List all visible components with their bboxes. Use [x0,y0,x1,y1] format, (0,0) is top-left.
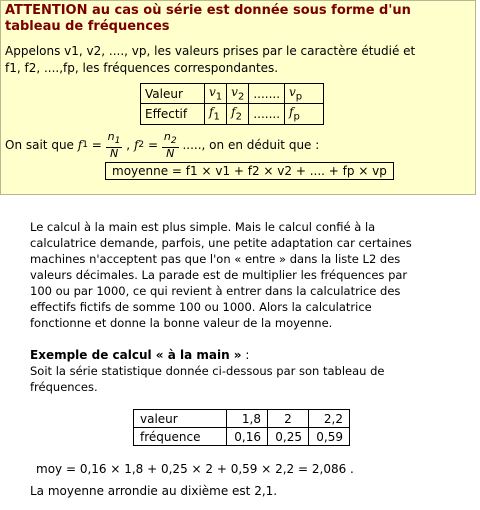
table-header-cell: 1,8 [227,410,268,428]
paragraph-line: fonctionne et donne la bonne valeur de la moyenne. [30,316,333,330]
table-cell: $v_2$ [227,84,249,104]
table-cell: fréquence [134,428,227,446]
table-cell: ....... [249,104,285,124]
table-cell: Effectif [141,104,205,124]
intro-line1: Appelons v1, v2, ...., vp, les valeurs prises par le caractère étudié et [5,44,416,58]
exemple-heading: Exemple de calcul « à la main » : [30,348,250,362]
box-title-line2: tableau de fréquences [5,19,170,34]
moyenne-formula: moyenne = f1 × v1 + f2 × v2 + .... + fp × vp [105,162,394,180]
table-cell: ....... [249,84,285,104]
fraction-n2-over-N: $\frac{n_2}{N}$ [163,130,177,161]
table-cell: Valeur [141,84,205,104]
table-row [141,104,324,124]
box-title-line1: ATTENTION au cas où série est donnée sous forme d'un [5,3,411,18]
table-header-cell: 2 [268,410,309,428]
table-header-cell: valeur [134,410,227,428]
intro-line2: f1, f2, ....,fp, les fréquences correspondantes. [5,61,279,75]
fraction-n1-over-N: $\frac{n_1}{N}$ [107,130,121,161]
paragraph-line: valeurs décimales. La parade est de multiplier les fréquences par [30,268,408,282]
paragraph-line: Le calcul à la main est plus simple. Mais le calcul confié à la [30,220,376,234]
paragraph-line: effectifs fictifs de somme 100 ou 1000. Alors la calculatrice [30,300,372,314]
table-header-cell: 2,2 [309,410,350,428]
exemple-line2: fréquences. [30,380,98,394]
table-row [134,428,350,446]
table-cell: 0,59 [309,428,350,446]
paragraph-line: calculatrice demande, parfois, une petite adaptation car certaines [30,236,412,250]
table-cell: $f_1$ [205,104,227,124]
conclusion: La moyenne arrondie au dixième est 2,1. [30,484,278,498]
table-row [141,84,324,104]
table-cell: $v_p$ [285,84,324,104]
table-cell: $f_p$ [285,104,324,124]
paragraph-line: machines n'acceptent pas que l'on « entre » dans la liste L2 des [30,252,401,266]
table-row [134,410,350,428]
table-cell: 0,16 [227,428,268,446]
exemple-line1: Soit la série statistique donnée ci-dessous par son tableau de [30,364,385,378]
frequency-structure-table [140,83,324,125]
moy-calculation: moy = 0,16 × 1,8 + 0,25 × 2 + 0,59 × 2,2 = 2,086 . [36,462,354,476]
paragraph-line: 100 ou par 1000, ce qui revient à entrer dans la calculatrice des [30,284,401,298]
deduction-line: On sait que f1 = $\frac{n_1}{N}$ , f2 = $\frac{n_2}{N}$ ....., on en déduit que : [5,130,320,161]
table-cell: 0,25 [268,428,309,446]
values-table [133,409,350,446]
table-cell: $f_2$ [227,104,249,124]
table-cell: $v_1$ [205,84,227,104]
